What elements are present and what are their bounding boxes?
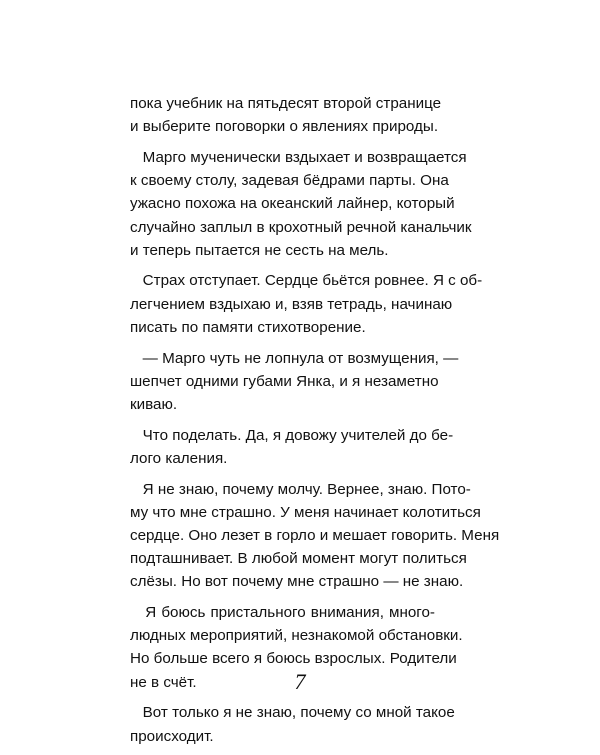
paragraph-1 [130, 92, 442, 138]
text-line: Я боюсь пристального внимания, много- [130, 604, 435, 622]
text-line: Что поделать. Да, я довожу учителей до бе- [130, 426, 454, 444]
paragraph-2 [130, 146, 472, 262]
text-line: подташнивает. В любой момент могут политься [130, 550, 467, 568]
text-line: к своему столу, задевая бёдрами парты. Она [130, 172, 449, 190]
paragraph-8 [130, 701, 455, 747]
text-line: и теперь пытается не сесть на мель. [130, 241, 389, 259]
text-line: не в счёт. [130, 673, 197, 691]
text-line: легчением вздыхаю и, взяв тетрадь, начинаю [130, 295, 453, 313]
paragraph-3 [130, 269, 483, 339]
text-line: киваю. [130, 395, 178, 413]
text-line: Вот только я не знаю, почему со мной такое [130, 704, 455, 722]
text-line: лого каления. [130, 449, 228, 467]
text-line: людных мероприятий, незнакомой обстановки. [130, 627, 463, 645]
text-line: и выберите поговорки о явлениях природы. [130, 118, 439, 136]
text-line: случайно заплыл в крохотный речной канальчик [130, 218, 472, 236]
text-line: писать по памяти стихотворение. [130, 318, 366, 336]
text-line: Но больше всего я боюсь взрослых. Родители [130, 650, 457, 668]
page-number: 7 [294, 669, 306, 694]
text-line: пока учебник на пятьдесят второй странице [130, 95, 442, 112]
text-line: сердце. Оно лезет в горло и мешает говорить. Меня [130, 526, 500, 544]
text-line: Страх отступает. Сердце бьётся ровнее. Я с об- [130, 272, 483, 290]
text-line: — Марго чуть не лопнула от возмущения, — [130, 349, 459, 367]
paragraph-6 [130, 478, 500, 594]
text-line: шепчет одними губами Янка, и я незаметно [130, 372, 439, 390]
text-line: му что мне страшно. У меня начинает колотиться [130, 503, 481, 521]
text-line: Марго мученически вздыхает и возвращается [130, 148, 467, 166]
text-line: ужасно похожа на океанский лайнер, который [130, 195, 455, 213]
text-line: происходит. [130, 727, 214, 745]
text-line: Я не знаю, почему молчу. Вернее, знаю. Пото- [130, 480, 471, 498]
paragraph-5 [130, 424, 454, 470]
body-text [130, 92, 500, 755]
text-line: слёзы. Но вот почему мне страшно — не знаю. [130, 573, 464, 591]
paragraph-4 [130, 347, 459, 417]
